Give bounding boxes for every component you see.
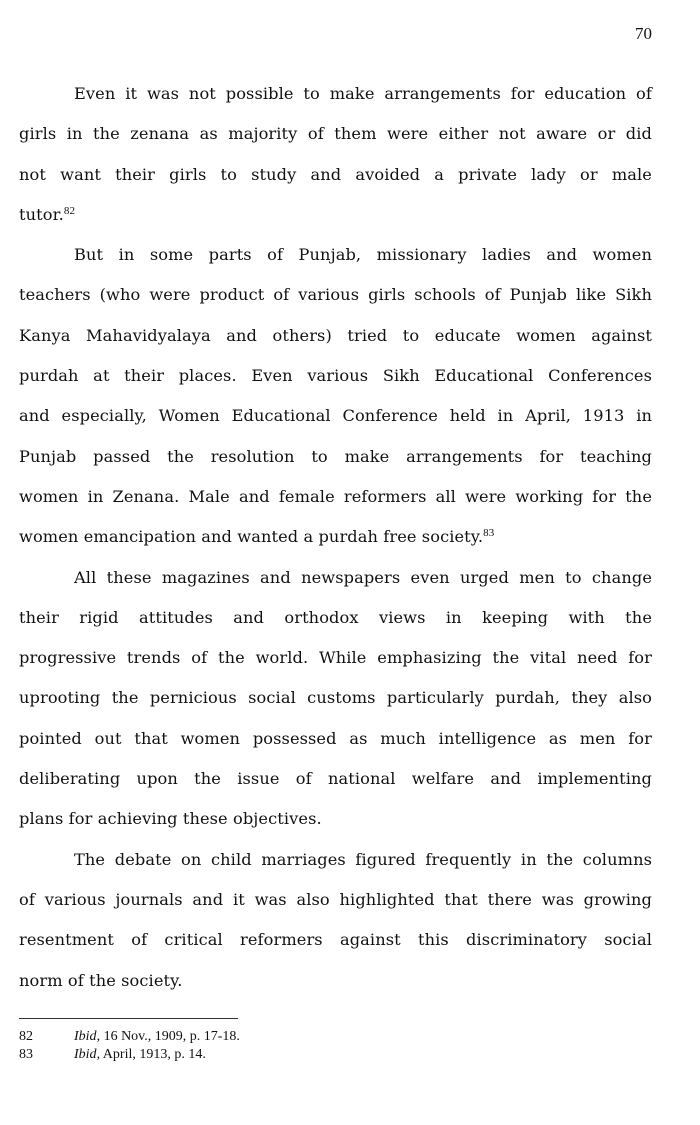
- text-line: progressive trends of the world. While emphasizing the vital need for: [19, 648, 652, 668]
- footnote-ref: 82: [63, 204, 76, 217]
- text-line: uprooting the pernicious social customs particularly purdah, they also: [19, 688, 652, 708]
- text-line: of various journals and it was also highlighted that there was growing: [19, 889, 652, 909]
- paragraph: [19, 78, 652, 239]
- text-line: girls in the zenana as majority of them were either not aware or did: [19, 124, 652, 144]
- text-line: All these magazines and newspapers even urged men to change: [74, 567, 652, 587]
- text-line: Kanya Mahavidyalaya and others) tried to educate women against: [19, 325, 652, 345]
- text-line: plans for achieving these objectives.: [19, 809, 322, 829]
- text-line: deliberating upon the issue of national welfare and implementing: [19, 769, 652, 789]
- text-line: teachers (who were product of various girls schools of Punjab like Sikh: [19, 285, 652, 305]
- text-line: norm of the society.: [19, 970, 183, 990]
- text-line: [19, 521, 652, 561]
- text-line: not want their girls to study and avoided a private lady or male: [19, 164, 652, 184]
- footnotes: [19, 1028, 240, 1064]
- paragraph: [19, 239, 652, 561]
- footnote-83: [19, 1046, 240, 1064]
- body-text: [19, 78, 652, 1005]
- text-line: pointed out that women possessed as much intelligence as men for: [19, 728, 652, 748]
- footnote-82: [19, 1028, 240, 1046]
- text-line: purdah at their places. Even various Sikh Educational Conferences: [19, 366, 652, 386]
- text-line: and especially, Women Educational Conference held in April, 1913 in: [19, 406, 652, 426]
- paragraph: [19, 562, 652, 844]
- text-line: [19, 199, 652, 239]
- footnote-source: Ibid: [74, 1029, 97, 1044]
- text-line: Punjab passed the resolution to make arrangements for teaching: [19, 446, 652, 466]
- page-number: 70: [635, 24, 652, 43]
- paragraph: [19, 844, 652, 1005]
- footnote-number: 82: [19, 1029, 33, 1044]
- footnote-detail: , April, 1913, p. 14.: [96, 1047, 206, 1062]
- text-line: women in Zenana. Male and female reformers all were working for the: [19, 486, 652, 506]
- text-line: Even it was not possible to make arrangements for education of: [74, 84, 652, 103]
- text-line: But in some parts of Punjab, missionary ladies and women: [74, 245, 652, 265]
- line-text: tutor.: [19, 204, 64, 224]
- text-line: their rigid attitudes and orthodox views in keeping with the: [19, 607, 652, 627]
- line-text: women emancipation and wanted a purdah free society.: [19, 527, 484, 547]
- footnote-number: 83: [19, 1047, 33, 1062]
- text-line: The debate on child marriages figured frequently in the columns: [74, 849, 652, 869]
- footnote-source: Ibid: [74, 1047, 97, 1062]
- footnote-detail: , 16 Nov., 1909, p. 17-18.: [96, 1029, 240, 1044]
- text-line: resentment of critical reformers against this discriminatory social: [19, 930, 652, 950]
- footnote-ref: 83: [483, 527, 495, 540]
- footnote-divider: [19, 1018, 238, 1019]
